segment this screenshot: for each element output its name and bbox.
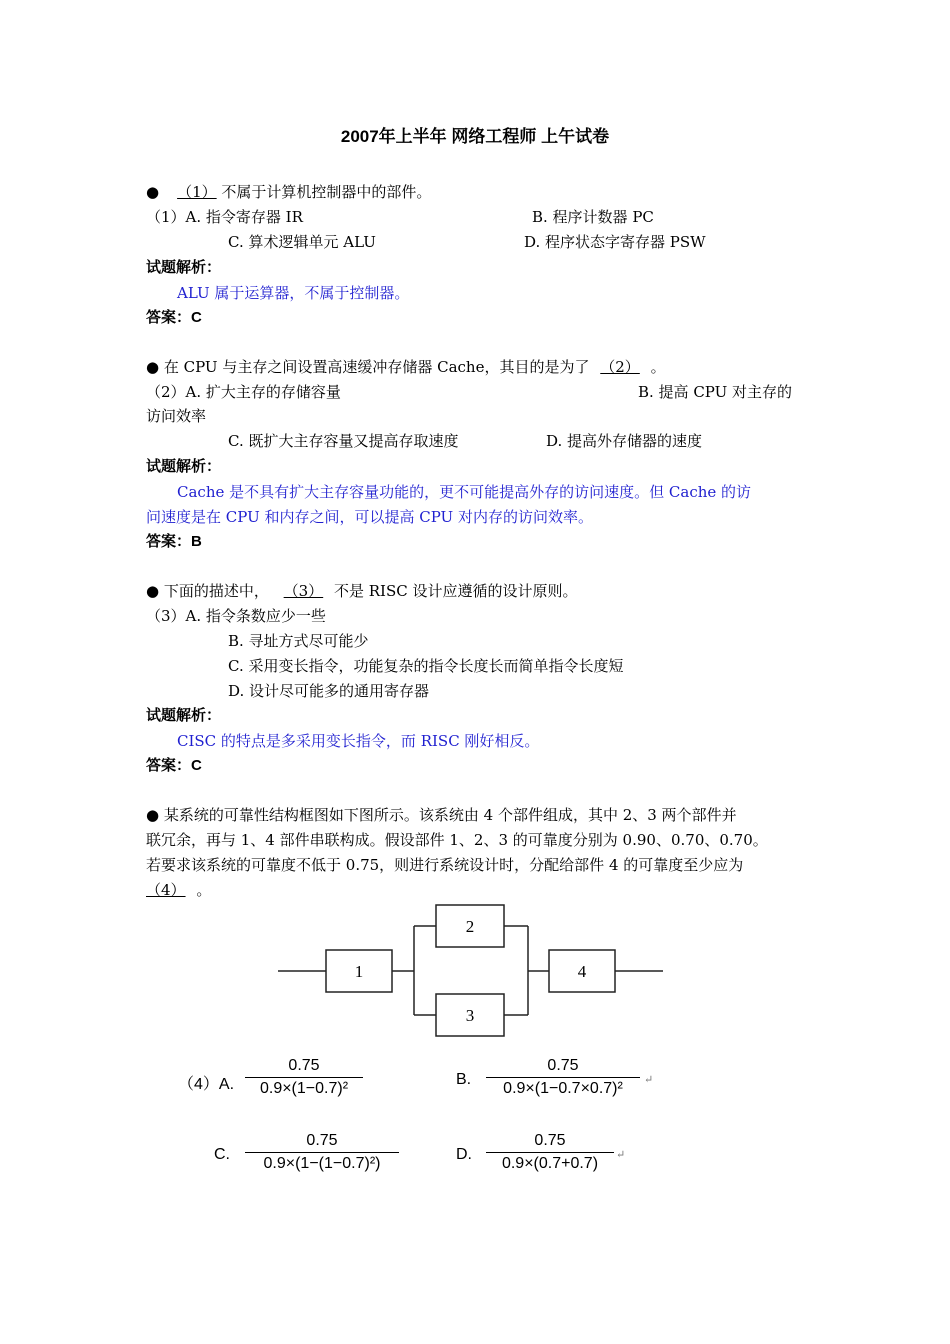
blank-1: （1） xyxy=(177,183,217,201)
blank-2: （2） xyxy=(600,358,640,376)
period: 。 xyxy=(650,358,666,376)
denominator: 0.9×(1−(1−0.7)²) xyxy=(263,1155,381,1172)
option-3c: C. 采用变长指令，功能复杂的指令长度长而简单指令长度短 xyxy=(228,657,624,675)
blank-4: （4） xyxy=(146,881,186,899)
option-2a: （2）A. 扩大主存的存储容量 xyxy=(146,383,341,401)
block-4-label: 4 xyxy=(577,962,587,981)
analysis-label: 试题解析： xyxy=(146,259,222,276)
blank-3: （3） xyxy=(283,582,324,600)
analysis-text: ALU 属于运算器，不属于控制器。 xyxy=(177,284,410,302)
question-text-end: 不是 RISC 设计应遵循的设计原则。 xyxy=(333,582,578,600)
option-3a: （3）A. 指令条数应少一些 xyxy=(146,607,326,625)
return-mark: ↵ xyxy=(644,1073,654,1086)
option-1a: （1）A. 指令寄存器 IR xyxy=(146,208,303,226)
analysis-text: CISC 的特点是多采用变长指令，而 RISC 刚好相反。 xyxy=(177,732,540,750)
option-4d-label: D. xyxy=(456,1146,472,1163)
block-1-label: 1 xyxy=(354,962,364,981)
numerator: 0.75 xyxy=(245,1132,399,1153)
option-2d: D. 提高外存储器的速度 xyxy=(546,432,703,450)
question-3-stem xyxy=(146,580,577,602)
option-2b-continued: 访问效率 xyxy=(146,407,207,425)
option-4b-label: B. xyxy=(456,1071,472,1088)
analysis-label: 试题解析： xyxy=(146,707,222,724)
question-4-line-3: 若要求该系统的可靠度不低于 0.75，则进行系统设计时，分配给部件 4 的可靠度至少应为 xyxy=(146,856,744,874)
option-4a-label: （4）A. xyxy=(178,1076,235,1093)
option-1b: B. 程序计数器 PC xyxy=(532,208,654,226)
block-3-label: 3 xyxy=(465,1006,475,1025)
numerator: 0.75 xyxy=(245,1057,363,1078)
period: 。 xyxy=(196,881,212,899)
block-2-label: 2 xyxy=(465,917,475,936)
denominator: 0.9×(1−0.7×0.7)² xyxy=(503,1080,623,1097)
option-3d: D. 设计尽可能多的通用寄存器 xyxy=(228,682,430,700)
analysis-text-line-2: 问速度是在 CPU 和内存之间，可以提高 CPU 对内存的访问效率。 xyxy=(146,508,593,526)
analysis-label: 试题解析： xyxy=(146,458,222,475)
answer: 答案：C xyxy=(146,309,202,326)
option-2b: B. 提高 CPU 对主存的 xyxy=(638,383,793,401)
answer: 答案：C xyxy=(146,757,202,774)
option-4c-fraction xyxy=(245,1132,399,1173)
bullet: ● xyxy=(146,183,160,201)
question-4-line-1: ● 某系统的可靠性结构框图如下图所示。该系统由 4 个部件组成，其中 2、3 两个部件并 xyxy=(146,806,737,824)
denominator: 0.9×(1−0.7)² xyxy=(259,1080,349,1097)
analysis-text-line-1: Cache 是不具有扩大主存容量功能的，更不可能提高外存的访问速度。但 Cache 的访 xyxy=(177,483,752,501)
numerator: 0.75 xyxy=(486,1057,640,1078)
option-4b-fraction xyxy=(486,1057,640,1098)
option-3b: B. 寻址方式尽可能少 xyxy=(228,632,369,650)
option-1d: D. 程序状态字寄存器 PSW xyxy=(524,233,706,251)
option-2c: C. 既扩大主存容量又提高存取速度 xyxy=(228,432,459,450)
question-text: 不属于计算机控制器中的部件。 xyxy=(221,183,432,201)
question-4-line-4 xyxy=(146,879,211,901)
option-4c-label: C. xyxy=(214,1146,230,1163)
option-1c: C. 算术逻辑单元 ALU xyxy=(228,233,376,251)
numerator: 0.75 xyxy=(486,1132,614,1153)
option-4a-fraction xyxy=(245,1057,363,1098)
return-mark: ↵ xyxy=(616,1148,626,1161)
question-text: ● 在 CPU 与主存之间设置高速缓冲存储器 Cache，其目的是为了 xyxy=(146,358,590,376)
reliability-block-diagram xyxy=(278,900,668,1042)
question-2-stem xyxy=(146,356,666,378)
option-4d-fraction xyxy=(486,1132,614,1173)
denominator: 0.9×(0.7+0.7) xyxy=(501,1155,599,1172)
question-4-line-2: 联冗余，再与 1、4 部件串联构成。假设部件 1、2、3 的可靠度分别为 0.90、0.70、0.70。 xyxy=(146,831,768,849)
answer: 答案：B xyxy=(146,533,202,550)
question-text: ● 下面的描述中， xyxy=(146,582,269,600)
page-title: 2007年上半年 网络工程师 上午试卷 xyxy=(340,127,610,146)
question-1-stem xyxy=(146,181,431,203)
